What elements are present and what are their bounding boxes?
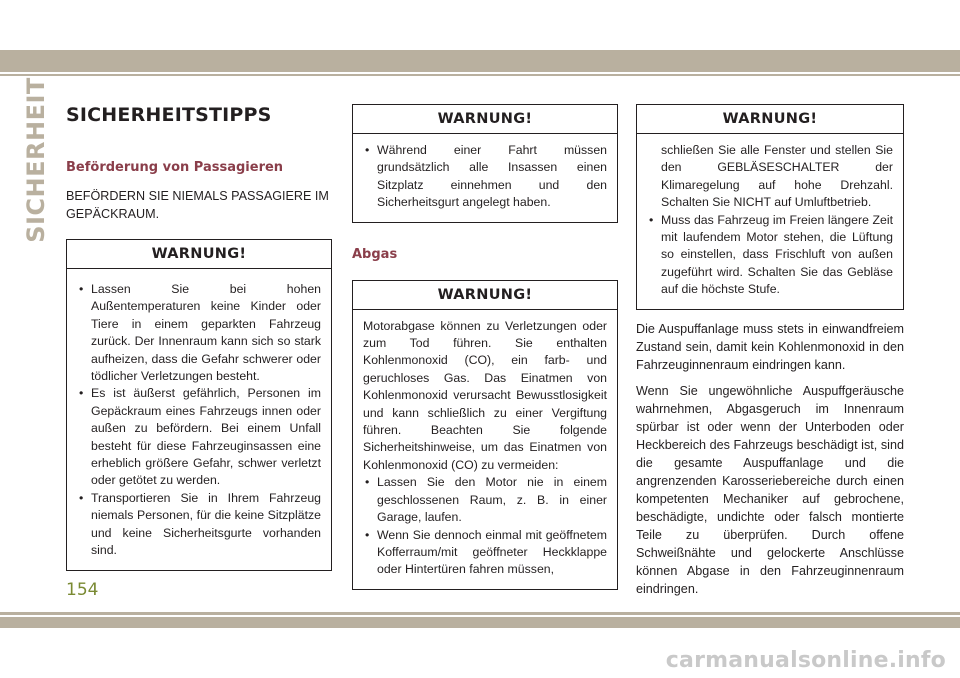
warning-list (363, 474, 607, 578)
warning-item: • Während einer Fahrt müssen grundsätzlich alle Insassen einen Sitzplatz einnehmen und den Sicherheitsgurt angelegt haben. (363, 142, 607, 212)
bottom-band-stripe (0, 617, 960, 628)
warning-body (67, 269, 331, 570)
warning-item: • Es ist äußerst gefährlich, Personen im Gepäckraum eines Fahrzeugs innen oder außen zu befördern. Bei einem Unfall besteht für diese Fahrzeuginsassen eine erheblich größere Gefahr, schwer verletzt oder getötet zu werden. (77, 385, 321, 489)
warning-box-passengers (66, 239, 332, 571)
warning-body (353, 134, 617, 222)
warning-box-exhaust-continued (636, 104, 904, 310)
warning-list (77, 281, 321, 560)
top-band-line (0, 74, 960, 76)
warning-item: • Muss das Fahrzeug im Freien längere Zeit mit laufendem Motor stehen, die Lüftung so einstellen, dass Frischluft von außen zugeführt wird. Schalten Sie das Gebläse auf die höchste Stufe. (647, 212, 893, 299)
paragraph-exhaust-noise: Wenn Sie ungewöhnliche Auspuffgeräusche wahrnehmen, Abgasgeruch im Innenraum spürbar ist oder wenn der Unterboden oder Heckbereich des Fahrzeugs beschädigt ist, sind die gesamte Auspuffanlage und die angrenzenden Karosseriebereiche durch einen kompetenten Mechaniker auf gebrochene, beschädigte, undichte oder falsch montierte Teile zu überprüfen. Durch offene Schweißnähte und gelockerte Anschlüsse können Abgase in den Fahrzeuginnenraum eindringen. (636, 383, 904, 596)
warning-item: • Wenn Sie dennoch einmal mit geöffnetem Kofferraum/mit geöffneter Heckklappe oder Hintertüren fahren müssen, (363, 527, 607, 579)
top-band-stripe (0, 50, 960, 72)
warning-list (647, 212, 893, 299)
warning-box-seatbelt (352, 104, 618, 223)
watermark: carmanualsonline.info (665, 648, 946, 673)
top-decorative-band (0, 0, 960, 72)
warning-item: • Transportieren Sie in Ihrem Fahrzeug niemals Personen, für die keine Sitzplätze und keine Sicherheitsgurte vorhanden sind. (77, 490, 321, 560)
section-tab (22, 77, 50, 243)
warning-title: WARNUNG! (637, 105, 903, 134)
warning-item: • Lassen Sie den Motor nie in einem geschlossenen Raum, z. B. in einer Garage, laufen. (363, 474, 607, 526)
warning-body (353, 310, 617, 589)
bottom-band-line (0, 612, 960, 615)
heading-exhaust: Abgas (352, 246, 398, 262)
warning-body (637, 134, 903, 309)
column-1 (66, 96, 332, 571)
warning-box-exhaust (352, 280, 618, 590)
page-title: SICHERHEITSTIPPS (66, 104, 272, 126)
warning-title: WARNUNG! (353, 105, 617, 134)
warning-list (363, 142, 607, 212)
warning-intro: Motorabgase können zu Verletzungen oder zum Tod führen. Sie enthalten Kohlenmonoxid (CO), ein farb- und geruchloses Gas. Das Einatmen von Kohlenmonoxid verursacht Bewusstlosigkeit und kann schließlich zu einer Vergiftung führen. Beachten Sie folgende Sicherheitshinweise, um das Einatmen von Kohlenmonoxid (CO) zu vermeiden: (363, 318, 607, 472)
bottom-decorative-band (0, 612, 960, 632)
warning-title: WARNUNG! (67, 240, 331, 269)
paragraph-exhaust-system: Die Auspuffanlage muss stets in einwandfreiem Zustand sein, damit kein Kohlenmonoxid in den Fahrzeuginnenraum eindringen kann. (636, 321, 904, 372)
warning-continued-text: schließen Sie alle Fenster und stellen Sie den GEBLÄSESCHALTER der Klimaregelung auf hohe Drehzahl. Schalten Sie NICHT auf Umluftbetrieb. (661, 143, 893, 210)
section-tab-label: SICHERHEIT (22, 77, 50, 243)
warning-item: • Lassen Sie bei hohen Außentemperaturen keine Kinder oder Tiere in einem geparkten Fahrzeug zurück. Der Innenraum kann sich so stark aufheizen, dass die Gefahr schwerer oder tödlicher Verletzungen besteht. (77, 281, 321, 385)
warning-title: WARNUNG! (353, 281, 617, 310)
page-number: 154 (66, 580, 99, 600)
column-2 (352, 96, 618, 590)
heading-passengers: Beförderung von Passagieren (66, 160, 284, 175)
paragraph-passengers: BEFÖRDERN SIE NIEMALS PASSAGIERE IM GEPÄCKRAUM. (66, 189, 329, 221)
column-3 (636, 96, 904, 598)
